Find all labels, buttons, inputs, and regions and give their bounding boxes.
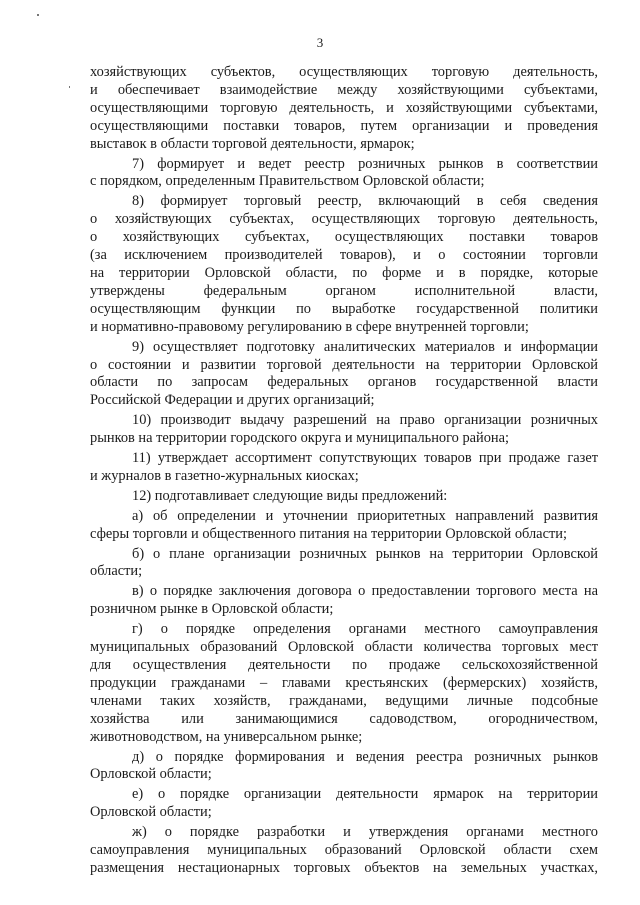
text-line: е) о порядке организации деятельности ярмарок на территории xyxy=(132,786,598,803)
text-line: с порядком, определенным Правительством Орловской области; xyxy=(90,173,485,190)
text-line: Орловской области; xyxy=(90,804,212,821)
text-line: о состоянии и развитии торговой деятельности на территории Орловской xyxy=(90,356,598,373)
text-line: рынков на территории городского округа и муниципального района; xyxy=(90,430,510,447)
text-line: области; xyxy=(90,563,143,580)
text-line: области по запросам федеральных органов государственной власти xyxy=(90,374,598,391)
text-line: размещения нестационарных торговых объектов на земельных участках, xyxy=(90,859,598,876)
text-line: д) о порядке формирования и ведения реестра розничных рынков xyxy=(132,748,598,765)
text-line: ж) о порядке разработки и утверждения органами местного xyxy=(132,824,598,841)
text-line: розничном рынке в Орловской области; xyxy=(90,601,334,618)
page-number: 3 xyxy=(316,35,324,50)
text-line: Орловской области; xyxy=(90,766,212,783)
text-line: утверждены федеральным органом исполнительной власти, xyxy=(90,282,598,299)
text-line: 11) утверждает ассортимент сопутствующих товаров при продаже газет xyxy=(132,450,598,467)
text-line: на территории Орловской области, по форме и в порядке, которые xyxy=(90,264,598,281)
text-line: продукции гражданами – главами крестьянских (фермерских) хозяйств, xyxy=(90,674,598,691)
document-body xyxy=(90,64,598,878)
text-line: самоуправления муниципальных образований Орловской области схем xyxy=(90,842,598,859)
text-line: 10) производит выдачу разрешений на право организации розничных xyxy=(132,412,598,429)
text-line: осуществляющими торговую деятельность, и хозяйствующими субъектами, xyxy=(90,99,598,116)
text-line: членами таких хозяйств, гражданами, ведущими личные подсобные xyxy=(90,692,598,709)
text-line: и обеспечивает взаимодействие между хозяйствующими субъектами, xyxy=(90,81,598,98)
text-line: б) о плане организации розничных рынков на территории Орловской xyxy=(132,545,598,562)
text-line: осуществляющим функции по выработке государственной политики xyxy=(90,300,598,317)
text-line: для осуществления деятельности по продаже сельскохозяйственной xyxy=(90,657,598,673)
text-line: а) об определении и уточнении приоритетных направлений развития xyxy=(132,507,598,524)
text-line: Российской Федерации и других организаций; xyxy=(90,392,375,409)
text-line: хозяйствующих субъектов, осуществляющих торговую деятельность, xyxy=(90,64,598,80)
text-line: в) о порядке заключения договора о предоставлении торгового места на xyxy=(132,583,598,600)
text-line: (за исключением производителей товаров), и о состоянии торговли xyxy=(90,247,598,264)
scan-speck xyxy=(37,14,39,16)
text-line: о хозяйствующих субъектах, осуществляющих поставки товаров xyxy=(90,229,598,246)
text-line: выставок в области торговой деятельности, ярмарок; xyxy=(90,135,415,152)
text-line: 9) осуществляет подготовку аналитических материалов и информации xyxy=(132,338,598,355)
text-line: и журналов в газетно-журнальных киосках; xyxy=(90,467,359,484)
text-line: 7) формирует и ведет реестр розничных рынков в соответствии xyxy=(132,155,598,172)
text-line: сферы торговли и общественного питания на территории Орловской области; xyxy=(90,525,567,542)
text-line: осуществляющими поставки товаров, путем организации и проведения xyxy=(90,117,598,134)
text-line: о хозяйствующих субъектах, осуществляющих торговую деятельность, xyxy=(90,211,598,228)
scan-speck xyxy=(69,86,70,88)
text-line: животноводством, на универсальном рынке; xyxy=(90,728,363,745)
text-line: г) о порядке определения органами местного самоуправления xyxy=(132,621,598,638)
text-line: 8) формирует торговый реестр, включающий в себя сведения xyxy=(132,193,598,210)
text-line: муниципальных образований Орловской области количества торговых мест xyxy=(90,639,598,656)
text-line: 12) подготавливает следующие виды предложений: xyxy=(132,487,448,504)
text-line: и нормативно-правовому регулированию в сфере внутренней торговли; xyxy=(90,318,529,335)
text-line: хозяйства или занимающимися садоводством, огородничеством, xyxy=(90,710,598,727)
